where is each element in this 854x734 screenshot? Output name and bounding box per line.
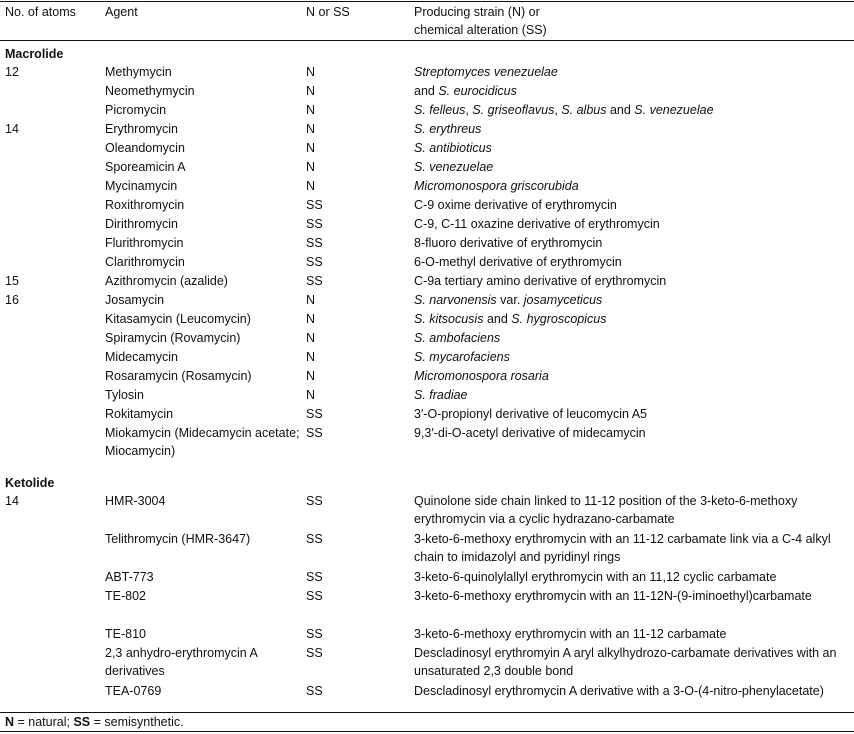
agent-cell: Miokamycin (Midecamycin acetate; Miocamycin) xyxy=(105,426,300,458)
atoms-cell xyxy=(0,348,105,367)
section-row xyxy=(0,468,854,492)
type-cell: SS xyxy=(306,236,323,250)
type-cell: SS xyxy=(306,255,323,269)
table-row xyxy=(0,139,854,158)
agent-cell: Neomethymycin xyxy=(105,84,195,98)
type-cell: N xyxy=(306,65,316,79)
agent-cell: 2,3 anhydro-erythromycin A derivatives xyxy=(105,646,258,678)
table-row xyxy=(0,215,854,234)
atoms-cell xyxy=(0,310,105,329)
table-row xyxy=(0,120,854,139)
description-cell: S. antibioticus xyxy=(414,141,492,155)
table-row xyxy=(0,530,854,568)
table-row xyxy=(0,348,854,367)
atoms-cell xyxy=(0,215,105,234)
agent-cell: Rosaramycin (Rosamycin) xyxy=(105,369,252,383)
agent-cell: Mycinamycin xyxy=(105,179,178,193)
atoms-cell xyxy=(0,625,105,644)
atoms-cell xyxy=(0,101,105,120)
type-cell: N xyxy=(306,179,316,193)
description-cell: 9,3′-di-O-acetyl derivative of midecamycin xyxy=(414,426,646,440)
description-cell: 3-keto-6-methoxy erythromycin with an 11-12N-(9-iminoethyl)carbamate xyxy=(414,589,812,603)
agent-cell: Sporeamicin A xyxy=(105,160,186,174)
atoms-cell: 12 xyxy=(5,65,19,79)
table-row xyxy=(0,291,854,310)
description-cell: C-9, C-11 oxazine derivative of erythromycin xyxy=(414,217,660,231)
table-row xyxy=(0,644,854,682)
description-cell: Streptomyces venezuelae xyxy=(414,65,558,79)
table-row xyxy=(0,386,854,405)
type-cell: N xyxy=(306,331,316,345)
description-cell: S. kitsocusis and S. hygroscopicus xyxy=(414,312,607,326)
atoms-cell: 14 xyxy=(5,122,19,136)
atoms-cell xyxy=(0,329,105,348)
type-cell: N xyxy=(306,293,316,307)
section-row xyxy=(0,39,854,63)
type-cell: SS xyxy=(306,627,323,641)
description-cell: 3-keto-6-methoxy erythromycin with an 11-12 carbamate link via a C-4 alkyl chain to imidazolyl and pyridinyl rings xyxy=(414,532,831,564)
agent-cell: Oleandomycin xyxy=(105,141,185,155)
description-cell: S. erythreus xyxy=(414,122,482,136)
type-cell: SS xyxy=(306,570,323,584)
agent-cell: Kitasamycin (Leucomycin) xyxy=(105,312,251,326)
table-row xyxy=(0,367,854,386)
description-cell: S. fradiae xyxy=(414,388,468,402)
table-row xyxy=(0,272,854,291)
description-cell: 3-keto-6-methoxy erythromycin with an 11-12 carbamate xyxy=(414,627,727,641)
atoms-cell xyxy=(0,253,105,272)
agent-cell: Flurithromycin xyxy=(105,236,184,250)
header-row xyxy=(0,0,854,39)
atoms-cell xyxy=(0,587,105,625)
type-cell: N xyxy=(306,388,316,402)
section-title: Macrolide xyxy=(5,47,64,61)
type-cell: SS xyxy=(306,589,323,603)
description-cell: and S. eurocidicus xyxy=(414,84,517,98)
atoms-cell xyxy=(0,139,105,158)
header-agent: Agent xyxy=(105,5,138,19)
description-cell: Descladinosyl erythromycin A derivative with a 3-O-(4-nitro-phenylacetate) xyxy=(414,684,824,698)
table-row xyxy=(0,234,854,253)
description-cell: 3-keto-6-quinolylallyl erythromycin with an 11,12 cyclic carbamate xyxy=(414,570,777,584)
agent-cell: Roxithromycin xyxy=(105,198,185,212)
agent-cell: Spiramycin (Rovamycin) xyxy=(105,331,241,345)
table-row xyxy=(0,568,854,587)
type-cell: SS xyxy=(306,217,323,231)
agent-cell: Telithromycin (HMR-3647) xyxy=(105,532,251,546)
agent-cell: ABT-773 xyxy=(105,570,154,584)
description-cell: Micromonospora griscorubida xyxy=(414,179,579,193)
type-cell: N xyxy=(306,312,316,326)
atoms-cell xyxy=(0,82,105,101)
type-cell: N xyxy=(306,350,316,364)
table-row xyxy=(0,63,854,82)
agent-cell: Rokitamycin xyxy=(105,407,174,421)
agent-cell: TE-810 xyxy=(105,627,146,641)
table-row xyxy=(0,101,854,120)
description-cell: 3′-O-propionyl derivative of leucomycin A5 xyxy=(414,407,648,421)
type-cell: SS xyxy=(306,494,323,508)
description-cell: C-9 oxime derivative of erythromycin xyxy=(414,198,617,212)
table-row xyxy=(0,587,854,625)
description-cell: S. ambofaciens xyxy=(414,331,501,345)
type-cell: SS xyxy=(306,684,323,698)
atoms-cell: 16 xyxy=(5,293,19,307)
header-strain: Producing strain (N) or chemical alteration (SS) xyxy=(414,5,547,37)
atoms-cell xyxy=(0,196,105,215)
table-row xyxy=(0,177,854,196)
table-row xyxy=(0,424,854,462)
type-cell: N xyxy=(306,84,316,98)
agent-cell: Erythromycin xyxy=(105,122,178,136)
atoms-cell xyxy=(0,386,105,405)
table-row xyxy=(0,158,854,177)
section-title: Ketolide xyxy=(5,476,55,490)
description-cell: Quinolone side chain linked to 11-12 position of the 3-keto-6-methoxy erythromycin via a cyclic hydrazano-carbamate xyxy=(414,494,798,526)
type-cell: SS xyxy=(306,532,323,546)
agent-cell: Dirithromycin xyxy=(105,217,178,231)
atoms-cell xyxy=(0,568,105,587)
description-cell: S. felleus, S. griseoflavus, S. albus and S. venezuelae xyxy=(414,103,714,117)
agent-cell: Picromycin xyxy=(105,103,167,117)
agent-cell: Tylosin xyxy=(105,388,144,402)
atoms-cell xyxy=(0,158,105,177)
agent-cell: Clarithromycin xyxy=(105,255,185,269)
table-row xyxy=(0,196,854,215)
atoms-cell: 15 xyxy=(5,274,19,288)
description-cell: 8-fluoro derivative of erythromycin xyxy=(414,236,603,250)
type-cell: SS xyxy=(306,198,323,212)
type-cell: N xyxy=(306,103,316,117)
type-cell: N xyxy=(306,141,316,155)
table-row xyxy=(0,253,854,272)
agent-cell: Midecamycin xyxy=(105,350,178,364)
atoms-cell xyxy=(0,644,105,682)
type-cell: N xyxy=(306,369,316,383)
footnote: N = natural; SS = semisynthetic. xyxy=(5,715,184,729)
type-cell: N xyxy=(306,122,316,136)
header-atoms: No. of atoms xyxy=(5,5,76,19)
table-row xyxy=(0,405,854,424)
table-row xyxy=(0,310,854,329)
description-cell: C-9a tertiary amino derivative of erythromycin xyxy=(414,274,667,288)
atoms-cell xyxy=(0,405,105,424)
agent-cell: TEA-0769 xyxy=(105,684,162,698)
description-cell: 6-O-methyl derivative of erythromycin xyxy=(414,255,622,269)
footer-rule xyxy=(0,731,854,732)
type-cell: SS xyxy=(306,274,323,288)
description-cell: S. narvonensis var. josamyceticus xyxy=(414,293,603,307)
header-type: N or SS xyxy=(306,5,350,19)
atoms-cell xyxy=(0,177,105,196)
atoms-cell xyxy=(0,424,105,462)
atoms-cell: 14 xyxy=(5,494,19,508)
agent-cell: TE-802 xyxy=(105,589,146,603)
table-row xyxy=(0,329,854,348)
description-cell: Descladinosyl erythromyin A aryl alkylhydrozo-carbamate derivatives with an unsaturated 2,3 double bond xyxy=(414,646,837,678)
table-row xyxy=(0,625,854,644)
agent-cell: Methymycin xyxy=(105,65,172,79)
description-cell: S. venezuelae xyxy=(414,160,494,174)
atoms-cell xyxy=(0,234,105,253)
type-cell: SS xyxy=(306,426,323,440)
table-row xyxy=(0,82,854,101)
type-cell: N xyxy=(306,160,316,174)
agent-cell: Azithromycin (azalide) xyxy=(105,274,228,288)
type-cell: SS xyxy=(306,646,323,660)
table-row xyxy=(0,492,854,530)
description-cell: Micromonospora rosaria xyxy=(414,369,549,383)
atoms-cell xyxy=(0,530,105,568)
description-cell: S. mycarofaciens xyxy=(414,350,510,364)
atoms-cell xyxy=(0,367,105,386)
type-cell: SS xyxy=(306,407,323,421)
agent-cell: HMR-3004 xyxy=(105,494,166,508)
agent-cell: Josamycin xyxy=(105,293,165,307)
